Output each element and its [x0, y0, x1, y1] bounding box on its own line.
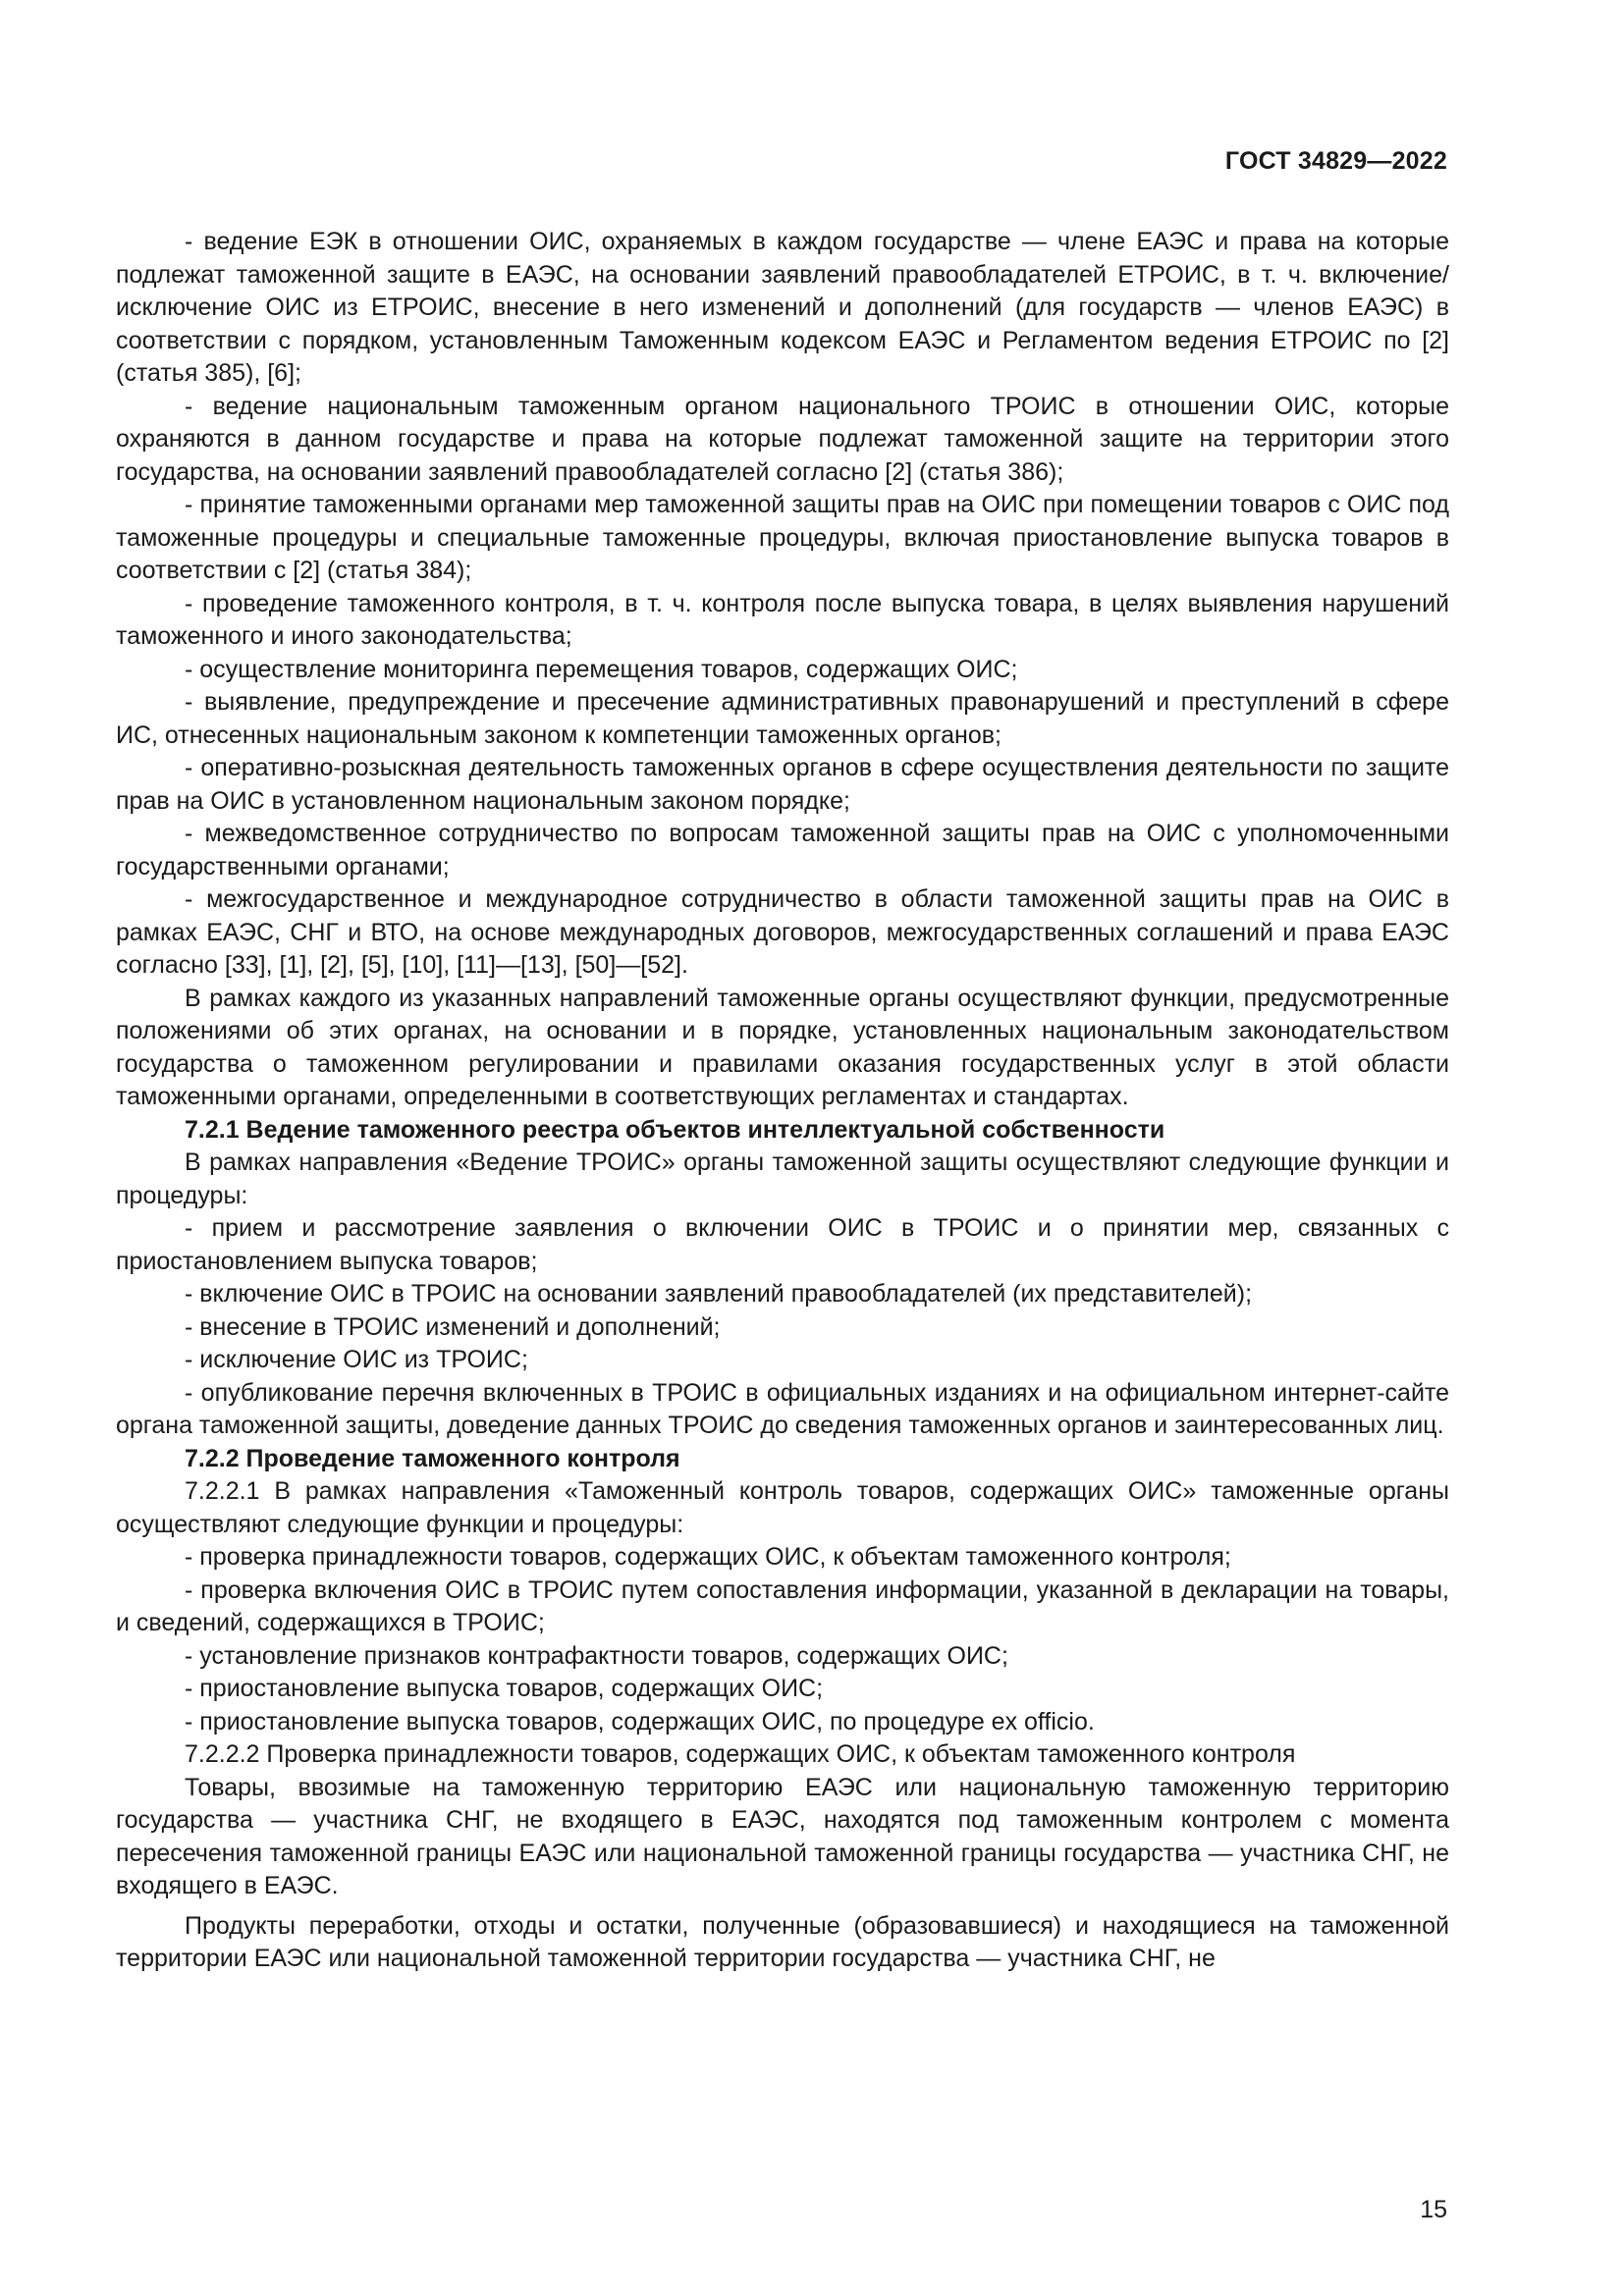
- paragraph: - принятие таможенными органами мер таможенной защиты прав на ОИС при помещении товаров с ОИС под таможенные процедуры и специальные таможенные процедуры, включая приостановление выпуска товаров в соответствии с [2] (статья 384);: [116, 491, 1449, 584]
- paragraph: - приостановление выпуска товаров, содержащих ОИС, по процедуре ex officio.: [185, 1707, 1095, 1735]
- paragraph: - оперативно-розыскная деятельность таможенных органов в сфере осуществления деятельности по защите прав на ОИС в установленном национальным законом порядке;: [116, 754, 1449, 815]
- paragraph: - исключение ОИС из ТРОИС;: [185, 1346, 528, 1373]
- paragraph: 7.2.2.2 Проверка принадлежности товаров, содержащих ОИС, к объектам таможенного контроля: [185, 1740, 1296, 1768]
- document-body: [116, 226, 1449, 1976]
- paragraph: - включение ОИС в ТРОИС на основании заявлений правообладателей (их представителей);: [185, 1280, 1253, 1308]
- page-number: 15: [1420, 2196, 1447, 2223]
- paragraph: - ведение национальным таможенным органом национального ТРОИС в отношении ОИС, которые охраняются в данном государстве и права на которые подлежат таможенной защите на территории этого государства, на основании заявлений правообладателей согласно [2] (статья 386);: [116, 392, 1449, 486]
- paragraph: - осуществление мониторинга перемещения товаров, содержащих ОИС;: [185, 655, 1018, 683]
- paragraph: - проверка включения ОИС в ТРОИС путем сопоставления информации, указанной в декларации на товары, и сведений, содержащихся в ТРОИС;: [116, 1575, 1449, 1636]
- paragraph: - прием и рассмотрение заявления о включении ОИС в ТРОИС и о принятии мер, связанных с приостановлением выпуска товаров;: [116, 1214, 1449, 1275]
- paragraph: В рамках направления «Ведение ТРОИС» органы таможенной защиты осуществляют следующие функции и процедуры:: [116, 1148, 1449, 1209]
- paragraph: 7.2.2.1 В рамках направления «Таможенный контроль товаров, содержащих ОИС» таможенные органы осуществляют следующие функции и процедуры:: [116, 1477, 1449, 1538]
- document-code: ГОСТ 34829—2022: [1224, 147, 1447, 175]
- paragraph: - проведение таможенного контроля, в т. ч. контроля после выпуска товара, в целях выявления нарушений таможенного и иного законодательства;: [116, 589, 1449, 650]
- paragraph: Продукты переработки, отходы и остатки, полученные (образовавшиеся) и находящиеся на таможенной территории ЕАЭС или национальной таможенной территории государства — участника СНГ, не: [116, 1911, 1449, 1972]
- paragraph: - ведение ЕЭК в отношении ОИС, охраняемых в каждом государстве — члене ЕАЭС и права на которые подлежат таможенной защите в ЕАЭС, на основании заявлений правообладателей ЕТРОИС, в т. ч. включение/исключение ОИС из ЕТРОИС, внесение в него изменений и дополнений (для государств — членов ЕАЭС) в соответствии с порядком, установленным Таможенным кодексом ЕАЭС и Регламентом ведения ЕТРОИС по [2] (статья 385), [6];: [116, 228, 1449, 387]
- section-heading-7-2-1: 7.2.1 Ведение таможенного реестра объектов интеллектуальной собственности: [185, 1115, 1165, 1144]
- paragraph: - установление признаков контрафактности товаров, содержащих ОИС;: [185, 1641, 1008, 1670]
- paragraph: - опубликование перечня включенных в ТРОИС в официальных изданиях и на официальном интернет-сайте органа таможенной защиты, доведение данных ТРОИС до сведения таможенных органов и заинтересованных лиц.: [116, 1378, 1449, 1439]
- section-heading-7-2-2: 7.2.2 Проведение таможенного контроля: [185, 1444, 680, 1472]
- paragraph: В рамках каждого из указанных направлений таможенные органы осуществляют функции, предусмотренные положениями об этих органах, на основании и в порядке, установленных национальным законодательством государства о таможенном регулировании и правилами оказания государственных услуг в этой области таможенными органами, определенными в соответствующих регламентах и стандартах.: [116, 984, 1449, 1110]
- paragraph: - проверка принадлежности товаров, содержащих ОИС, к объектам таможенного контроля;: [185, 1543, 1231, 1571]
- paragraph: - межгосударственное и международное сотрудничество в области таможенной защиты прав на ОИС в рамках ЕАЭС, СНГ и ВТО, на основе международных договоров, межгосударственных соглашений и права ЕАЭС согласно [33], [1], [2], [5], [10], [11]—[13], [50]—[52].: [116, 885, 1449, 979]
- paragraph: - внесение в ТРОИС изменений и дополнений;: [185, 1312, 721, 1341]
- paragraph: - межведомственное сотрудничество по вопросам таможенной защиты прав на ОИС с уполномоченными государственными органами;: [116, 820, 1449, 881]
- paragraph: - выявление, предупреждение и пресечение административных правонарушений и преступлений в сфере ИС, отнесенных национальным законом к компетенции таможенных органов;: [116, 688, 1449, 749]
- paragraph: - приостановление выпуска товаров, содержащих ОИС;: [185, 1675, 824, 1702]
- paragraph: Товары, ввозимые на таможенную территорию ЕАЭС или национальную таможенную территорию государства — участника СНГ, не входящего в ЕАЭС, находятся под таможенным контролем с момента пересечения таможенной границы ЕАЭС или национальной таможенной границы государства — участника СНГ, не входящего в ЕАЭС.: [116, 1773, 1449, 1899]
